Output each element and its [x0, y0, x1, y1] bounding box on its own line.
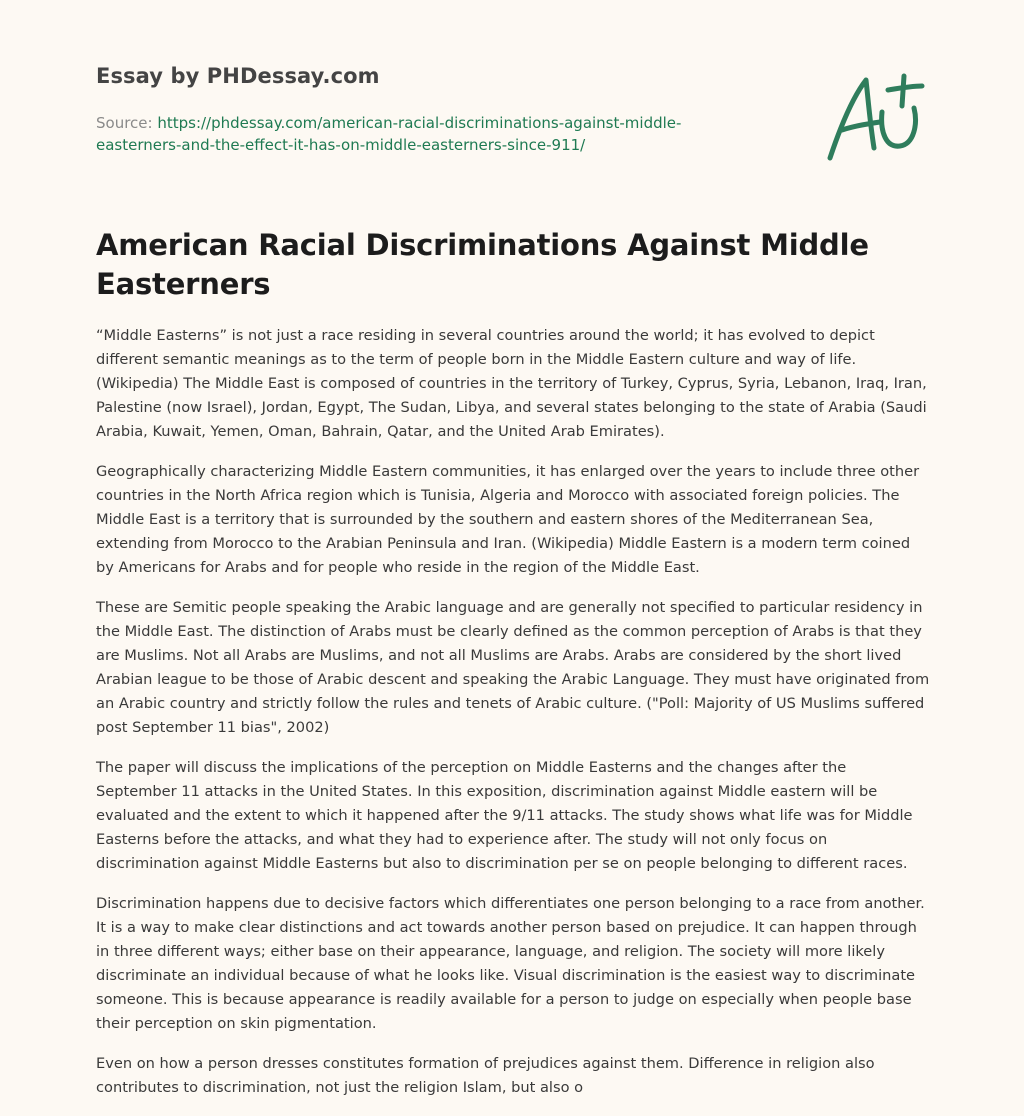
source-line — [96, 112, 716, 156]
essay-paragraph: Geographically characterizing Middle Eastern communities, it has enlarged over the years to include three other countries in the North Africa region which is Tunisia, Algeria and Morocco with associated foreign policies. The Middle East is a territory that is surrounded by the southern and eastern shores of the Mediterranean Sea, extending from Morocco to the Arabian Peninsula and Iran. (Wikipedia) Middle Eastern is a modern term coined by Americans for Arabs and for people who reside in the region of the Middle East. — [96, 463, 920, 576]
essay-body — [96, 324, 930, 1116]
site-brand: Essay by PHDessay.com — [96, 64, 380, 88]
a-plus-logo-icon — [820, 68, 930, 164]
essay-paragraph: “Middle Easterns” is not just a race residing in several countries around the world; it has evolved to depict different semantic meanings as to the term of people born in the Middle Eastern culture and way of life. (Wikipedia) The Middle East is composed of countries in the territory of Turkey, Cyprus, Syria, Lebanon, Iraq, Iran, Palestine (now Israel), Jordan, Egypt, The Sudan, Libya, and several states belonging to the state of Arabia (Saudi Arabia, Kuwait, Yemen, Oman, Bahrain, Qatar, and the United Arab Emirates). — [96, 327, 927, 440]
essay-paragraph: Discrimination happens due to decisive factors which differentiates one person belonging to a race from another. It is a way to make clear distinctions and act towards another person based on prejudice. It can happen through in three different ways; either base on their appearance, language, and religion. The society will more likely discriminate an individual because of what he looks like. Visual discrimination is the easiest way to discriminate someone. This is because appearance is readily available for a person to judge on especially when people base their perception on skin pigmentation. — [96, 895, 925, 1032]
essay-paragraph: The paper will discuss the implications of the perception on Middle Easterns and the changes after the September 11 attacks in the United States. In this exposition, discrimination against Middle eastern will be evaluated and the extent to which it happened after the 9/11 attacks. The study shows what life was for Middle Easterns before the attacks, and what they had to experience after. The study will not only focus on discrimination against Middle Easterns but also to discrimination per se on people belonging to different races. — [96, 759, 913, 872]
essay-paragraph: These are Semitic people speaking the Arabic language and are generally not specified to particular residency in the Middle East. The distinction of Arabs must be clearly defined as the common perception of Arabs is that they are Muslims. Not all Arabs are Muslims, and not all Muslims are Arabs. Arabs are considered by the short lived Arabian league to be those of Arabic descent and speaking the Arabic Language. They must have originated from an Arabic country and strictly follow the rules and tenets of Arabic culture. ("Poll: Majority of US Muslims suffered post September 11 bias", 2002) — [96, 599, 930, 736]
essay-title: American Racial Discriminations Against Middle Easterners — [96, 228, 869, 301]
essay-paragraph: Even on how a person dresses constitutes formation of prejudices against them. Difference in religion also contributes to discrimination, not just the religion Islam, but also o — [96, 1055, 875, 1096]
source-link[interactable]: https://phdessay.com/american-racial-discriminations-against-middle-easterners-and-the-effect-it-has-on-middle-easterners-since-911/ — [96, 114, 682, 154]
source-label: Source: — [96, 114, 158, 132]
